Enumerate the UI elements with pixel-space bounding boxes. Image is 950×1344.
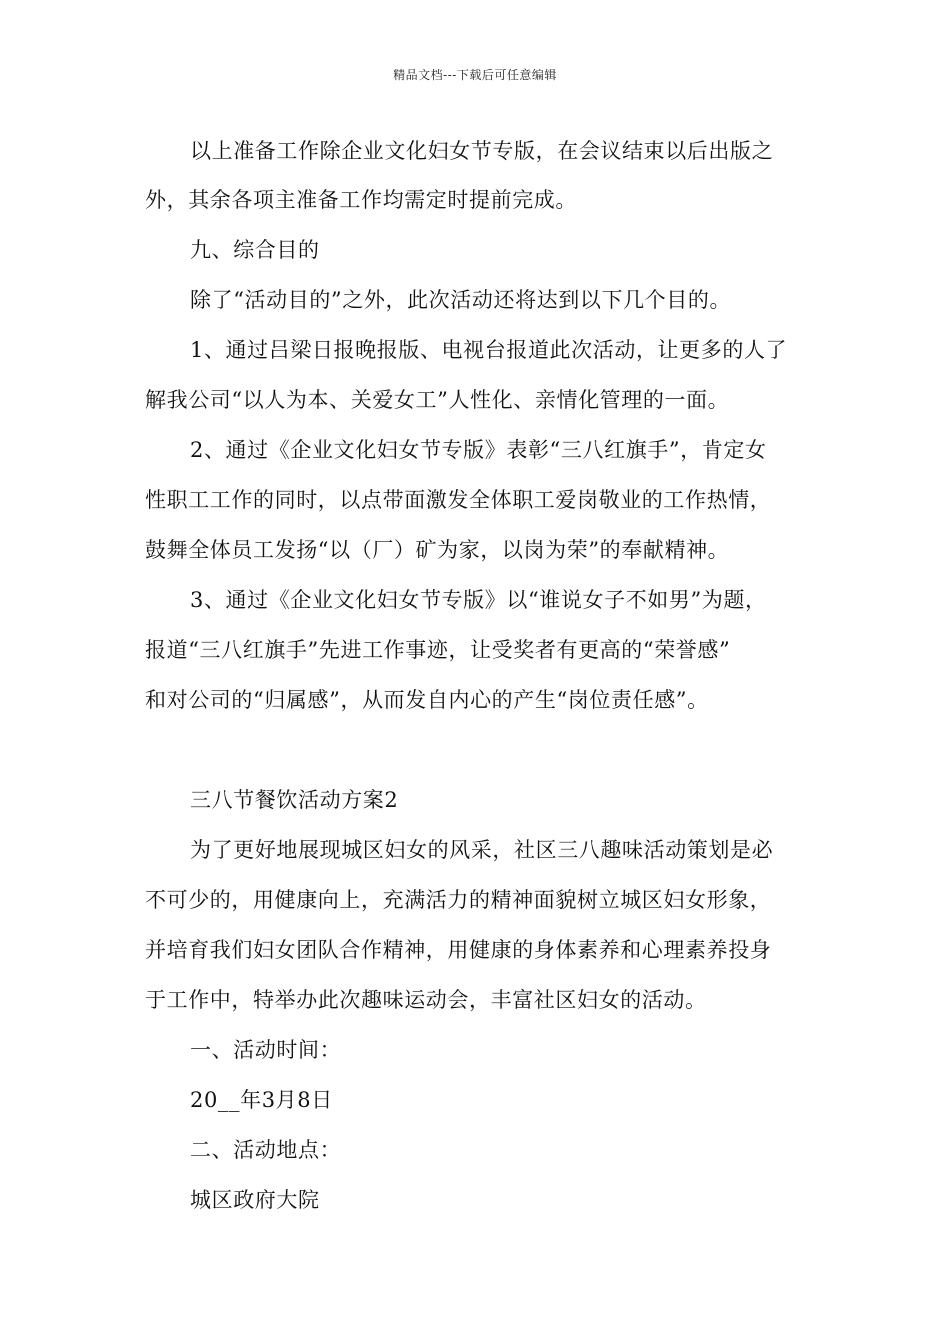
paragraph-line: 以上准备工作除企业文化妇女节专版，在会议结束以后出版之: [190, 139, 774, 163]
page-header: 精品文档---下载后可任意编辑: [393, 68, 557, 82]
section-heading: 一、活动时间：: [190, 1038, 342, 1062]
paragraph-line: 于工作中，特举办此次趣味运动会，丰富社区妇女的活动。: [145, 988, 707, 1012]
paragraph-line: 和对公司的“归属感”，从而发自内心的产生“岗位责任感”。: [145, 688, 709, 712]
paragraph-line: 不可少的，用健康向上，充满活力的精神面貌树立城区妇女形象，: [145, 888, 772, 912]
document-title: 三八节餐饮活动方案2: [190, 788, 399, 812]
section-heading: 九、综合目的: [190, 238, 320, 262]
paragraph-line: 外，其余各项主准备工作均需定时提前完成。: [145, 188, 577, 212]
paragraph-line: 并培育我们妇女团队合作精神，用健康的身体素养和心理素养投身: [145, 938, 772, 962]
paragraph-line: 解我公司“以人为本、关爱女工”人性化、亲情化管理的一面。: [145, 388, 730, 412]
paragraph-line: 鼓舞全体员工发扬“以（厂）矿为家，以岗为荣”的奉献精神。: [145, 538, 730, 562]
paragraph-line: 报道“三八红旗手”先进工作事迹，让受奖者有更高的“荣誉感”: [145, 638, 731, 662]
paragraph-line: 3、通过《企业文化妇女节专版》以“谁说女子不如男”为题，: [190, 588, 767, 612]
paragraph-line: 城区政府大院: [190, 1188, 320, 1212]
paragraph-line: 20__年3月8日: [190, 1088, 333, 1112]
paragraph-line: 性职工工作的同时，以点带面激发全体职工爱岗敬业的工作热情，: [145, 488, 772, 512]
paragraph-line: 2、通过《企业文化妇女节专版》表彰“三八红旗手”，肯定女: [190, 438, 767, 462]
paragraph-line: 1、通过吕梁日报晚报版、电视台报道此次活动，让更多的人了: [190, 338, 788, 362]
section-heading: 二、活动地点：: [190, 1138, 342, 1162]
paragraph-line: 除了“活动目的”之外，此次活动还将达到以下几个目的。: [190, 288, 732, 312]
paragraph-line: 为了更好地展现城区妇女的风采，社区三八趣味活动策划是必: [190, 838, 774, 862]
